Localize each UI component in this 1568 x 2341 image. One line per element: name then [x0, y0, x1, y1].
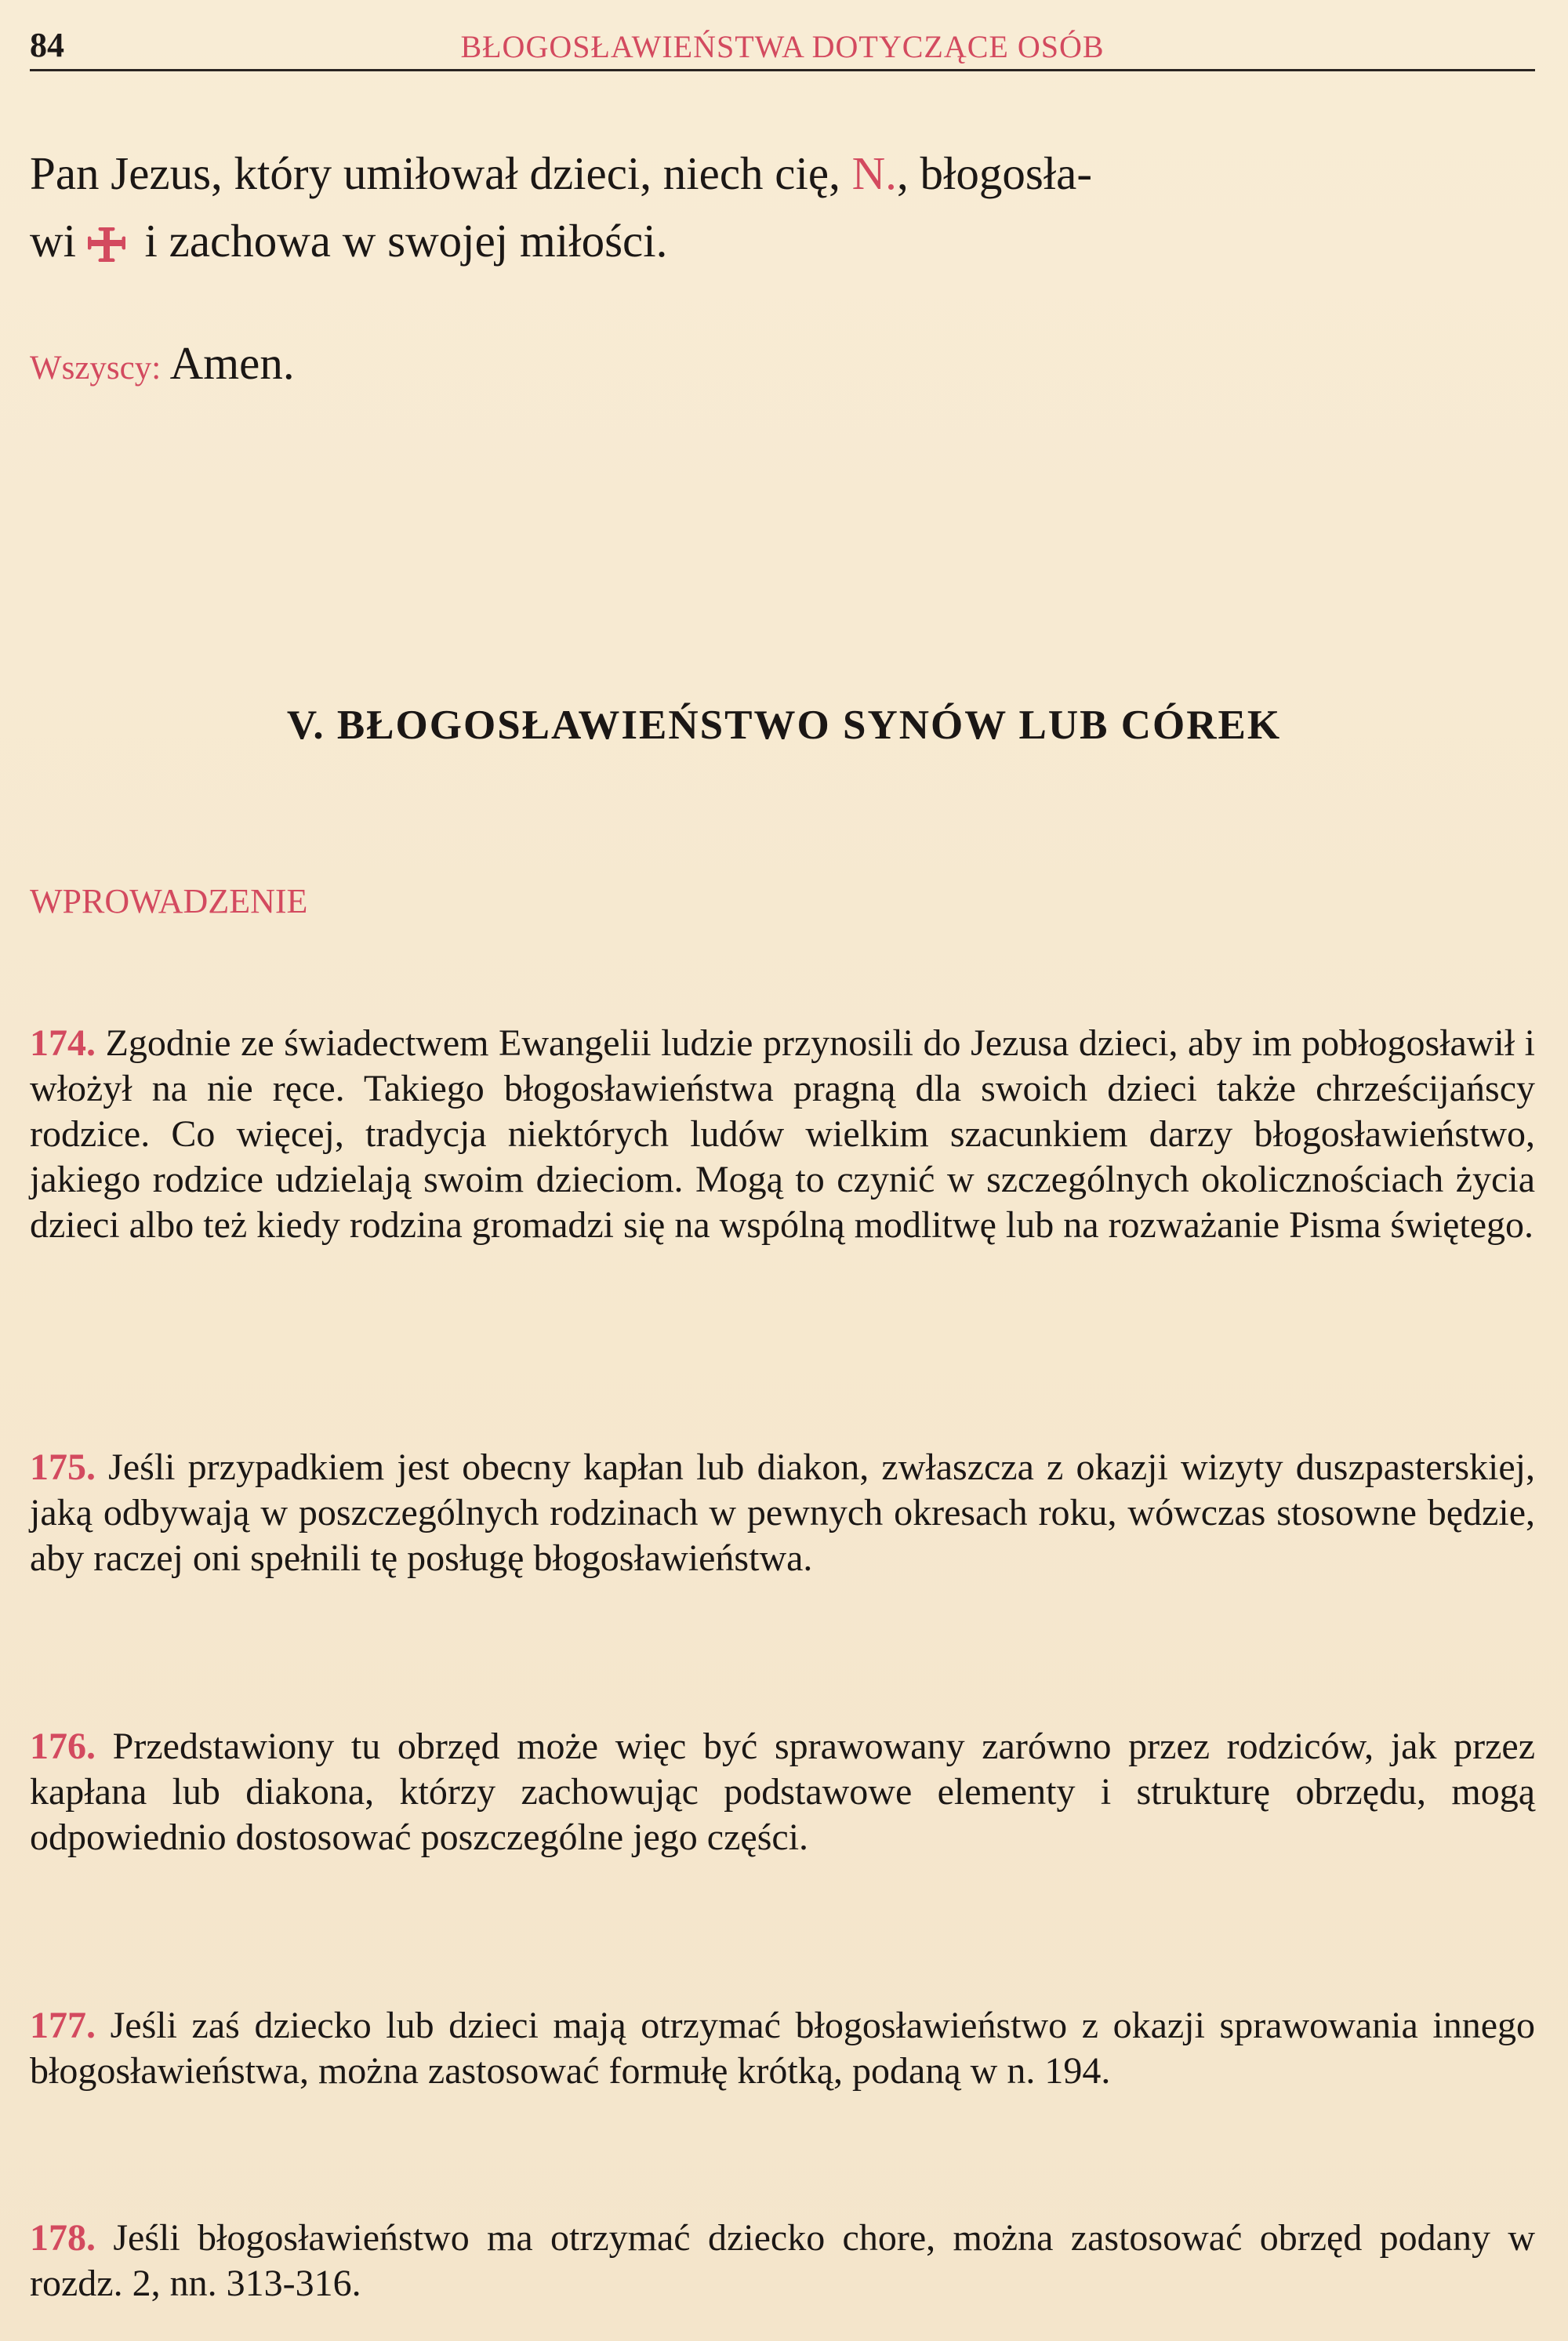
paragraph-177	[30, 2003, 1535, 2094]
paragraph-176	[30, 1724, 1535, 1860]
paragraph-text: Zgodnie ze świadectwem Ewangelii ludzie przynosili do Jezusa dzieci, aby im pobłogosławił i włożył na nie ręce. Takiego błogosławieństwa pragną dla swoich dzieci także chrześcijańscy rodzice. Co więcej, tradycja niektórych ludów wielkim szacunkiem darzy błogosławieństwo, jakiego rodzice udzielają swoim dzieciom. Mogą to czynić w szczególnych okolicznościach życia dzieci albo też kiedy rodzina gromadzi się na wspólną modlitwę lub na rozważanie Pisma świętego.	[30, 1022, 1536, 1246]
paragraph-number: 178.	[30, 2217, 96, 2259]
paragraph-text: Przedstawiony tu obrzęd może więc być sprawowany zarówno przez rodziców, jak przez kapłana lub diakona, którzy zachowując podstawowe elementy i strukturę obrzędu, mogą odpowiednio dostosować poszczególne jego części.	[30, 1726, 1536, 1858]
red-cross-icon	[88, 227, 125, 262]
page-number: 84	[30, 26, 64, 64]
blessing-line1-ending: , błogosła-	[896, 147, 1093, 199]
paragraph-number: 176.	[30, 1726, 96, 1767]
page-header	[30, 16, 1535, 71]
name-placeholder: N.	[851, 147, 897, 199]
running-head: BŁOGOSŁAWIEŃSTWA DOTYCZĄCE OSÓB	[460, 29, 1105, 64]
blessing-line2-text: i zachowa w swojej miłości.	[144, 215, 668, 267]
paragraph-178	[30, 2216, 1535, 2307]
paragraph-175	[30, 1445, 1535, 1581]
paragraph-text: Jeśli przypadkiem jest obecny kapłan lub diakon, zwłaszcza z okazji wizyty duszpasterskiej, jaką odbywają w poszczególnych rodzinach w pewnych okresach roku, wówczas stosowne będzie, aby raczej oni spełnili tę posługę błogosławieństwa.	[30, 1446, 1536, 1579]
paragraph-number: 174.	[30, 1022, 96, 1064]
paragraph-174	[30, 1021, 1535, 1248]
section-title: V. BŁOGOSŁAWIEŃSTWO SYNÓW LUB CÓREK	[286, 702, 1282, 748]
paragraph-text: Jeśli błogosławieństwo ma otrzymać dziecko chore, można zastosować obrzęd podany w rozdz. 2, nn. 313-316.	[30, 2217, 1535, 2304]
response-label: Wszyscy:	[30, 350, 162, 387]
section-subtitle: WPROWADZENIE	[30, 882, 308, 920]
paragraph-number: 175.	[30, 1446, 96, 1488]
paragraph-text: Jeśli zaś dziecko lub dzieci mają otrzymać błogosławieństwo z okazji sprawowania innego błogosławieństwa, można zastosować formułę krótką, podaną w n. 194.	[30, 2005, 1535, 2092]
response-text: Amen.	[169, 337, 295, 389]
response-line	[30, 336, 295, 396]
blessing-formula	[30, 140, 1535, 274]
blessing-line2-start: wi	[30, 215, 76, 267]
blessing-line1-text: Pan Jezus, który umiłował dzieci, niech cię,	[30, 147, 840, 199]
paragraph-number: 177.	[30, 2005, 96, 2046]
